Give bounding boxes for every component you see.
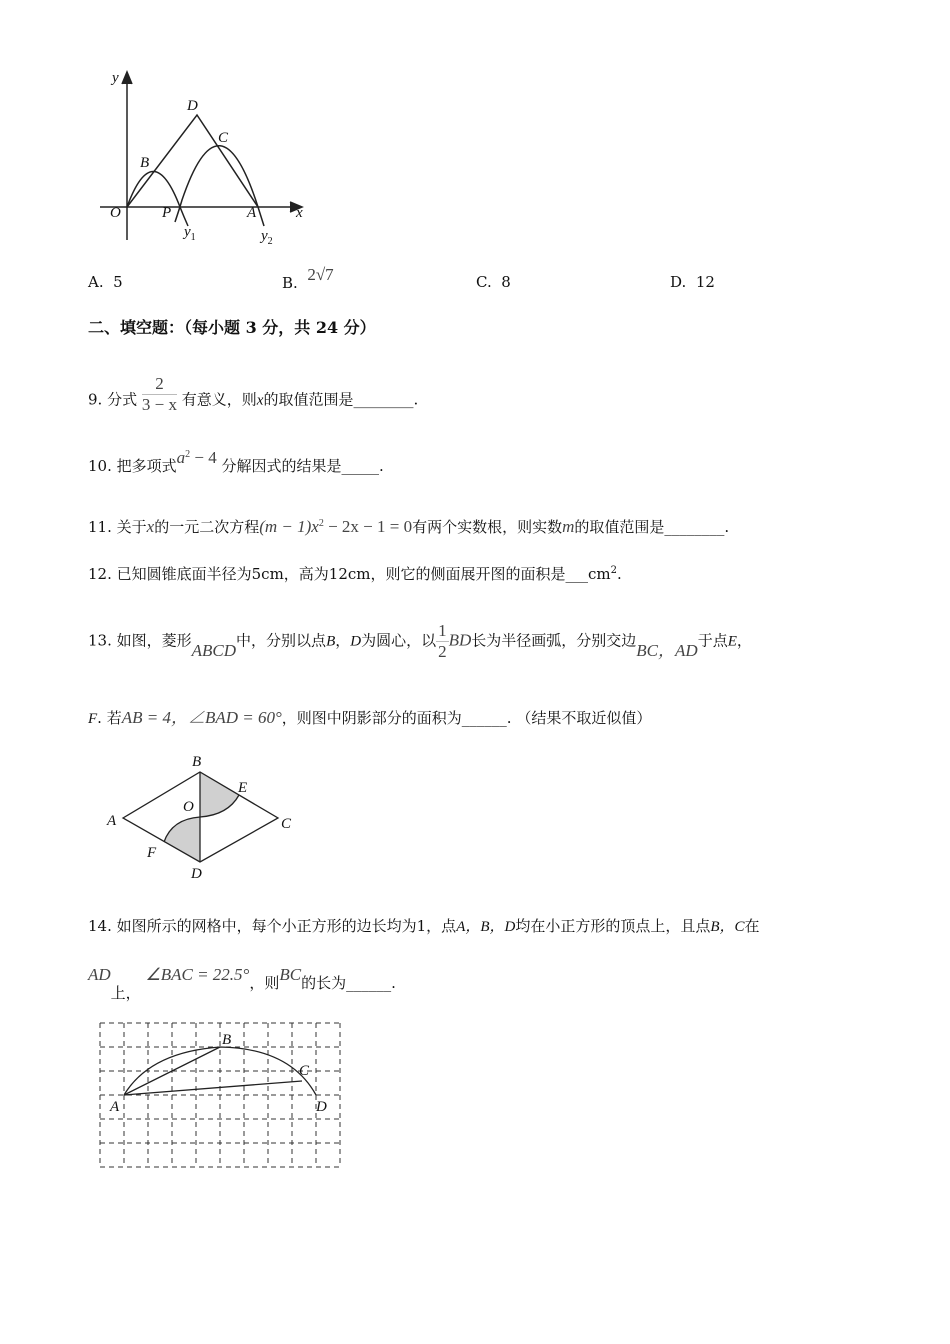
q11-eq_rest: − 2x − 1 = 0 <box>323 517 413 536</box>
q11-var2: m <box>562 517 575 536</box>
options-2-value: 8 <box>501 273 511 291</box>
q14-pts2: B，C <box>710 919 745 935</box>
question-11 <box>88 514 729 537</box>
q13-shape: ABCD <box>191 640 237 660</box>
q13-sides: BC，AD <box>636 640 698 660</box>
q10-post: 分解因式的结果是_____. <box>221 457 384 475</box>
q13-pre: 如图，菱形 <box>116 631 192 650</box>
q13-mid3: 长为半径画弧，分别交边 <box>471 631 637 650</box>
q11-mid: 的一元二次方程 <box>154 518 260 536</box>
figure1-O: O <box>110 205 121 221</box>
figure-grid <box>100 1023 340 1167</box>
q11-num: 11. <box>88 518 112 536</box>
figure2-E: E <box>238 780 248 796</box>
figure2-B: B <box>192 754 202 770</box>
axis-arrows <box>122 72 302 212</box>
figure2-C: C <box>281 816 292 832</box>
q9-frac_den: 3 − x <box>141 395 177 414</box>
q12-exp: 2 <box>610 565 618 576</box>
q13-seg: BD <box>448 630 472 650</box>
q9-frac_num: 2 <box>142 374 177 395</box>
q13-line2_F: F <box>88 711 98 727</box>
q10-expr_exp: 2 <box>185 449 191 460</box>
options-3-value: 12 <box>695 273 715 291</box>
options-1-label: B. <box>282 274 298 292</box>
q9-num: 9. <box>88 390 103 409</box>
q9-post1: 有意义，则 <box>181 390 257 409</box>
figure1-y2sub: 2 <box>267 236 273 247</box>
q10-expr_base: a <box>176 448 186 467</box>
q13-line2_post: ，则图中阴影部分的面积为______. （结果不取近似值） <box>281 709 652 727</box>
figure3-D: D <box>316 1099 327 1115</box>
figure1-x: x <box>296 205 303 221</box>
q12-text: 已知圆锥底面半径为5cm，高为12cm，则它的侧面展开图的面积是___cm <box>116 565 611 583</box>
figure1-y1sub: 1 <box>190 232 196 243</box>
q13-frac_den: 2 <box>438 642 447 661</box>
figure1-C: C <box>218 130 229 146</box>
q10-expr_rest: − 4 <box>190 448 217 467</box>
figure1-y: y <box>112 70 119 86</box>
figure3-C: C <box>299 1063 310 1079</box>
q13-ab: AB = 4，∠BAD = 60° <box>121 708 282 727</box>
q13-mid2: 为圆心，以 <box>361 631 437 650</box>
q13-frac_num: 1 <box>438 621 447 640</box>
figure1-A: A <box>247 205 257 221</box>
q14-text3: 在 <box>744 917 760 935</box>
section-title: 二、填空题：（每小题 3 分，共 24 分） <box>88 318 376 337</box>
question-13-line2 <box>88 708 651 729</box>
q12-end: . <box>617 565 622 583</box>
option-c <box>476 273 511 291</box>
q14-pts: A，B，D <box>456 919 516 935</box>
q14-num: 14. <box>88 917 112 935</box>
q11-eq_exp: 2 <box>318 518 324 529</box>
q13-mid4: 于点 <box>697 631 728 650</box>
figure3-A: A <box>110 1099 120 1115</box>
q13-mid1: 中，分别以点 <box>236 631 327 650</box>
q13-D: D <box>350 633 362 650</box>
figure-rhombus <box>106 754 292 882</box>
options-0-value: 5 <box>113 273 123 291</box>
svg-text:y2 <box>259 228 273 247</box>
figure2-F: F <box>147 845 157 861</box>
q9-post2: 的取值范围是________. <box>263 390 419 409</box>
q13-B: B <box>326 633 336 650</box>
q14-text1: 如图所示的网格中，每个小正方形的边长均为1，点 <box>116 917 457 935</box>
figure1-y1: y <box>184 224 191 240</box>
option-a <box>88 273 123 291</box>
q14-text2: 均在小正方形的顶点上，且点 <box>515 917 711 935</box>
options-2-label: C. <box>476 273 492 291</box>
q14-arc: AD <box>88 965 111 984</box>
option-b <box>282 265 334 293</box>
question-14 <box>88 916 760 937</box>
shaded-sector-top <box>200 772 239 817</box>
q12-num: 12. <box>88 565 112 583</box>
svg-text:y1 <box>182 224 196 243</box>
q14-angle: ∠BAC = 22.5° <box>145 965 250 984</box>
q14-l2b: ，则 <box>249 974 280 992</box>
q10-num: 10. <box>88 457 112 475</box>
q13-line2_pre: . 若 <box>97 709 122 727</box>
q14-l2c: 的长为______. <box>301 974 396 992</box>
options-3-label: D. <box>670 273 687 291</box>
q11-eq: (m − 1)x <box>259 517 319 536</box>
figure2-D: D <box>191 866 202 882</box>
figure1-y2: y <box>261 228 268 244</box>
option-d <box>670 273 715 291</box>
q13-end: ， <box>736 631 752 650</box>
q14-l2a: 上， <box>110 984 141 1002</box>
question-12 <box>88 561 622 584</box>
figure1-P: P <box>162 205 172 221</box>
q13-E: E <box>727 633 737 650</box>
q11-pre: 关于 <box>116 518 147 536</box>
figure1-B: B <box>140 155 150 171</box>
question-13 <box>88 621 752 662</box>
figure1-D: D <box>187 98 198 114</box>
q13-sep: ， <box>335 631 351 650</box>
options-1-value: 2√7 <box>307 265 334 284</box>
question-9 <box>88 374 419 421</box>
q14-bc: BC <box>279 965 302 984</box>
question-14-line2 <box>88 965 396 1002</box>
q10-pre: 把多项式 <box>116 457 177 475</box>
q9-var: x <box>256 392 264 409</box>
question-10 <box>88 448 384 476</box>
q13-num: 13. <box>88 631 112 650</box>
q11-post1: 有两个实数根，则实数 <box>412 518 563 536</box>
q9-pre: 分式 <box>107 390 138 409</box>
shaded-sector-bottom <box>164 817 200 862</box>
figure3-B: B <box>222 1032 232 1048</box>
q11-post2: 的取值范围是________. <box>574 518 730 536</box>
parabola-y1 <box>127 172 188 227</box>
q11-var: x <box>146 517 155 536</box>
options-0-label: A. <box>88 273 104 291</box>
figure2-A: A <box>107 813 117 829</box>
figure2-O: O <box>183 799 194 815</box>
